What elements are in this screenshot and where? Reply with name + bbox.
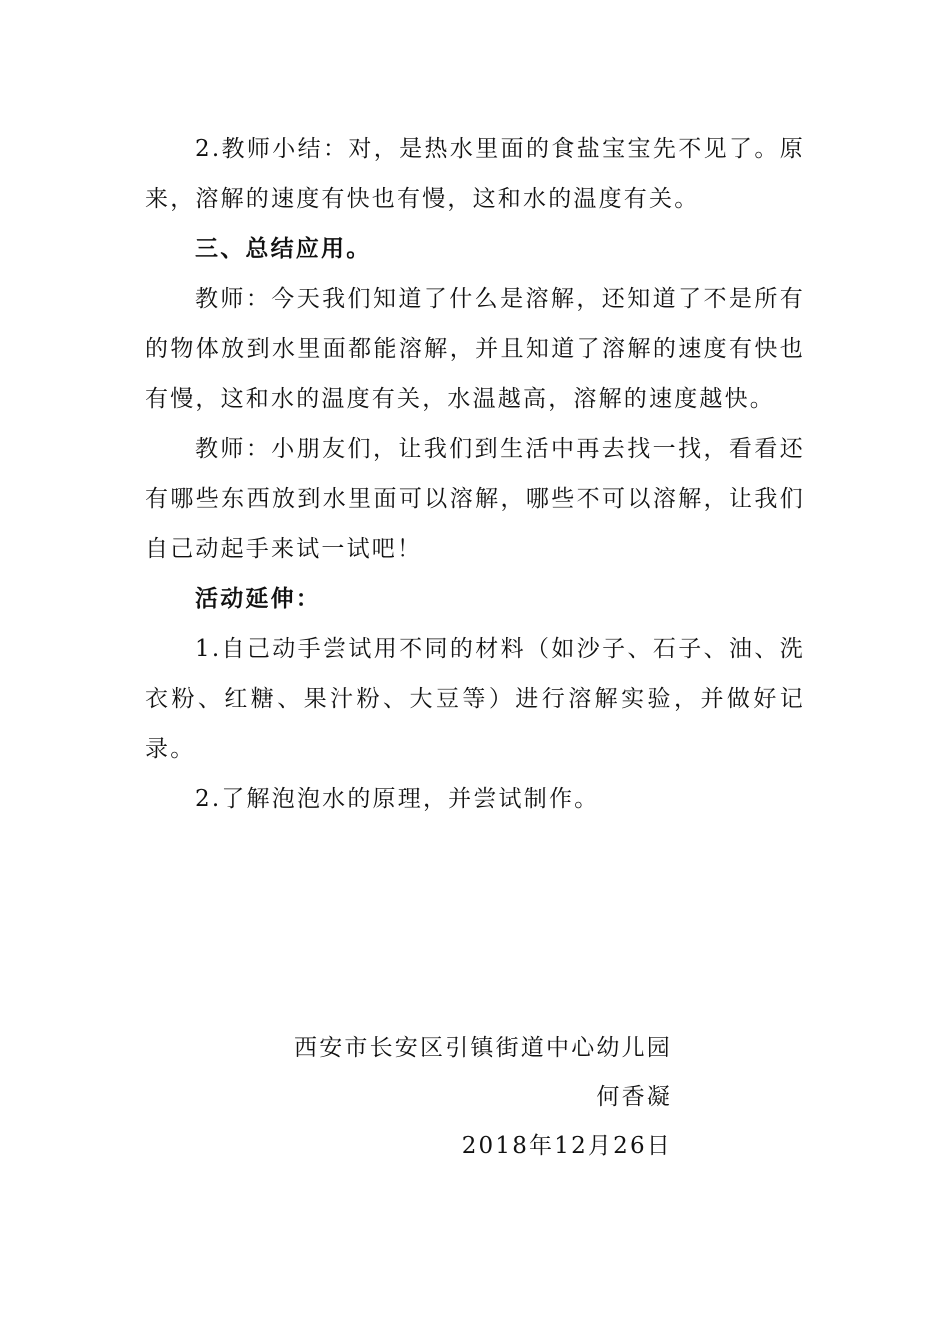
section-heading-extension: 活动延伸： — [195, 586, 321, 612]
signature-author: 何香凝 — [596, 1084, 672, 1110]
section-heading-summary: 三、总结应用。 — [195, 236, 372, 262]
signature-organization: 西安市长安区引镇街道中心幼儿园 — [294, 1035, 672, 1061]
document-body — [145, 124, 805, 824]
signature-date: 2018年12月26日 — [461, 1133, 672, 1159]
signature-block — [294, 1024, 672, 1171]
teacher-paragraph-1: 教师：今天我们知道了什么是溶解，还知道了不是所有的物体放到水里面都能溶解，并且知道了溶解的速度有快也有慢，这和水的温度有关，水温越高，溶解的速度越快。 — [145, 286, 805, 412]
extension-item-1: 1.自己动手尝试用不同的材料（如沙子、石子、油、洗衣粉、红糖、果汁粉、大豆等）进行溶解实验，并做好记录。 — [145, 636, 805, 762]
summary-paragraph: 2.教师小结：对，是热水里面的食盐宝宝先不见了。原来，溶解的速度有快也有慢，这和水的温度有关。 — [145, 136, 805, 212]
extension-item-2: 2.了解泡泡水的原理，并尝试制作。 — [195, 786, 600, 812]
teacher-paragraph-2: 教师：小朋友们，让我们到生活中再去找一找，看看还有哪些东西放到水里面可以溶解，哪些不可以溶解，让我们自己动起手来试一试吧！ — [145, 436, 805, 562]
